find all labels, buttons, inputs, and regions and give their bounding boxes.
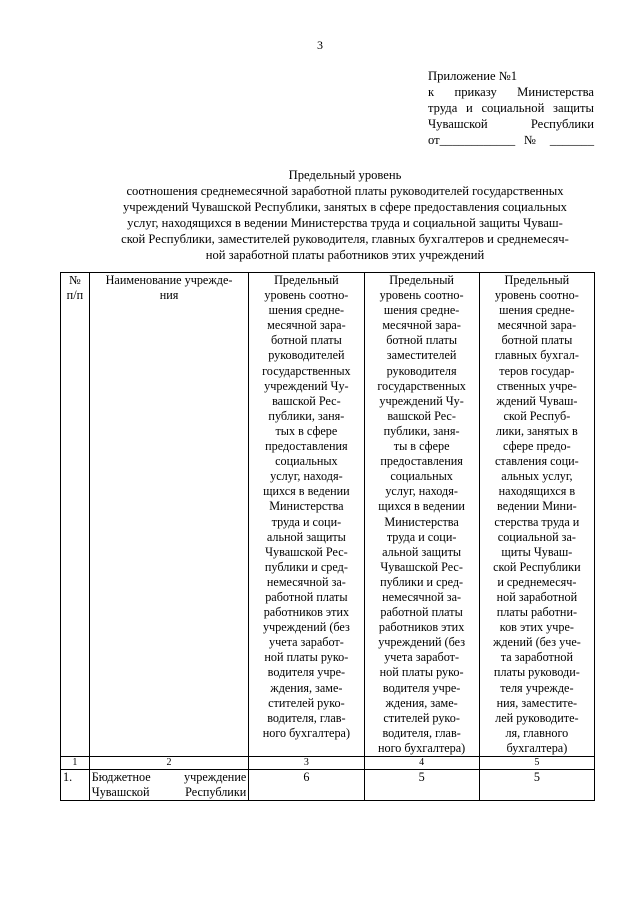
cell-line: немесячной за- <box>266 574 346 589</box>
cell-line: ния <box>159 288 179 303</box>
cell-line: водителя, глав- <box>382 725 461 740</box>
header-lines <box>92 273 246 303</box>
cell-line: щихся в ведении <box>378 499 465 514</box>
header-lines <box>367 273 477 756</box>
cell-line: руководителей <box>268 348 345 363</box>
table-header-row <box>61 273 595 757</box>
cell-line: работников этих <box>378 620 465 635</box>
cell-line: учреждений (без <box>378 635 466 650</box>
cell-line: ждений (без уче- <box>492 635 581 650</box>
column-number: 1 <box>61 757 90 770</box>
cell-line: услуг, находя- <box>270 469 343 484</box>
cell-line: альных услуг, <box>501 469 573 484</box>
title-line: услуг, находящихся в ведении Министерства труда и социальной защиты Чуваш- <box>127 216 563 230</box>
header-lines <box>63 273 87 303</box>
cell-line: ботной платы <box>386 333 458 348</box>
cell-line: уровень соотно- <box>494 288 579 303</box>
header-lines <box>482 273 592 756</box>
header-cell-accountants-ratio <box>479 273 594 757</box>
appendix-line: труда и социальной защиты <box>428 101 594 115</box>
cell-line: стерства труда и <box>494 514 580 529</box>
cell-line: Чувашской Республики <box>91 785 247 800</box>
cell-line: Наименование учрежде- <box>105 273 233 287</box>
cell-line: руководителя <box>386 363 457 378</box>
cell-line: ной платы руко- <box>264 650 349 665</box>
cell-line: ждений Чуваш- <box>496 393 578 408</box>
cell-line: Предельный <box>389 273 454 287</box>
cell-line: работной платы <box>265 589 348 604</box>
cell-line: ля, главного <box>505 725 569 740</box>
cell-line: Чувашской Рес- <box>380 559 463 574</box>
cell-line: стителей руко- <box>383 710 460 725</box>
cell-line: ния, заместите- <box>496 695 578 710</box>
cell-line: немесячной за- <box>382 589 462 604</box>
cell-line: месячной зара- <box>382 318 461 333</box>
title-line: учреждений Чувашской Республики, занятых в сфере предоставления социальных <box>123 200 567 214</box>
appendix-header <box>428 68 594 148</box>
cell-line: теля учрежде- <box>500 680 574 695</box>
cell-line: учреждений (без <box>262 620 350 635</box>
cell-line: платы работни- <box>496 605 578 620</box>
cell-line: щихся в ведении <box>263 484 350 499</box>
title-line: ской Республики, заместителей руководителя, главных бухгалтеров и среднемесяч- <box>121 232 569 246</box>
cell-line: ской Респуб- <box>503 408 571 423</box>
cell-line: ного бухгалтера) <box>262 725 351 740</box>
cell-line: ков этих учре- <box>499 620 574 635</box>
cell-line: бухгалтера) <box>506 740 568 755</box>
cell-line: учета заработ- <box>268 635 344 650</box>
cell-line: платы руководи- <box>493 665 580 680</box>
cell-line: Бюджетное учреждение <box>91 770 247 784</box>
cell-line: публики, заня- <box>268 408 345 423</box>
heads-ratio-value: 6 <box>249 770 364 801</box>
title-line: Предельный уровень <box>288 168 402 182</box>
cell-line: ждения, заме- <box>270 680 343 695</box>
cell-line: социальной за- <box>497 529 576 544</box>
cell-line: государственных <box>377 378 466 393</box>
cell-line: труда и соци- <box>271 514 342 529</box>
name-lines <box>92 770 246 800</box>
cell-line: месячной зара- <box>497 318 577 333</box>
cell-line: Министерства <box>269 499 344 514</box>
cell-line: Чувашской Рес- <box>265 544 348 559</box>
cell-line: работной платы <box>380 605 463 620</box>
appendix-line: от____________ № _______ <box>428 133 594 147</box>
cell-line: учреждений Чу- <box>379 393 464 408</box>
cell-line: ного бухгалтера) <box>377 740 466 755</box>
cell-line: ной платы руко- <box>379 665 464 680</box>
cell-line: ной заработной <box>496 589 578 604</box>
cell-line: публики и сред- <box>264 559 348 574</box>
header-cell-heads-ratio <box>249 273 364 757</box>
cell-line: предоставления <box>265 439 348 454</box>
cell-line: п/п <box>66 288 84 303</box>
cell-line: Предельный <box>274 273 339 287</box>
cell-line: работников этих <box>263 605 350 620</box>
cell-line: социальных <box>275 454 338 469</box>
cell-line: ской Республики <box>493 559 581 574</box>
column-number: 5 <box>479 757 594 770</box>
cell-line: месячной зара- <box>267 318 346 333</box>
column-number: 4 <box>364 757 479 770</box>
cell-line: альной защиты <box>382 544 462 559</box>
cell-line: вашской Рес- <box>272 393 341 408</box>
title-line: ной заработной платы работников этих учреждений <box>205 248 485 262</box>
cell-line: ставления соци- <box>495 454 579 469</box>
cell-line: шения средне- <box>499 303 575 318</box>
cell-line: социальных <box>390 469 453 484</box>
column-number: 2 <box>89 757 248 770</box>
cell-line: ведении Мини- <box>497 499 577 514</box>
cell-line: водителя учре- <box>267 665 346 680</box>
cell-line: публики и сред- <box>380 574 464 589</box>
cell-line: ственных учре- <box>496 378 577 393</box>
cell-line: тых в сфере <box>275 423 338 438</box>
cell-line: № <box>69 273 81 287</box>
cell-line: уровень соотно- <box>379 288 464 303</box>
cell-line: учреждений Чу- <box>264 378 349 393</box>
cell-line: предоставления <box>380 454 463 469</box>
cell-line: вашской Рес- <box>387 408 456 423</box>
deputies-ratio-value: 5 <box>364 770 479 801</box>
cell-line: труда и соци- <box>386 529 457 544</box>
cell-line: учета заработ- <box>384 650 460 665</box>
cell-line: уровень соотно- <box>264 288 349 303</box>
cell-line: ботной платы <box>270 333 342 348</box>
page-number: 3 <box>317 38 323 52</box>
cell-line: и среднемесяч- <box>497 574 577 589</box>
header-cell-deputies-ratio <box>364 273 479 757</box>
cell-line: щиты Чуваш- <box>501 544 573 559</box>
cell-line: ботной платы <box>501 333 573 348</box>
appendix-line: Приложение №1 <box>428 69 518 83</box>
cell-line: Министерства <box>384 514 459 529</box>
cell-line: сфере предо- <box>503 439 571 454</box>
header-cell-number <box>61 273 90 757</box>
accountants-ratio-value: 5 <box>479 770 594 801</box>
title-line: соотношения среднемесячной заработной платы руководителей государственных <box>126 184 564 198</box>
cell-line: водителя, глав- <box>267 710 346 725</box>
cell-line: стителей руко- <box>268 695 345 710</box>
cell-line: шения средне- <box>268 303 345 318</box>
appendix-line: к приказу Министерства <box>428 85 594 99</box>
header-lines <box>251 273 361 741</box>
table-row <box>61 770 595 801</box>
cell-line: та заработной <box>500 650 573 665</box>
cell-line: теров государ- <box>499 363 575 378</box>
cell-line: публики, заня- <box>383 423 460 438</box>
document-title <box>95 167 595 263</box>
cell-line: ты в сфере <box>393 439 450 454</box>
cell-line: лики, занятых в <box>495 423 578 438</box>
cell-line: лей руководите- <box>495 710 579 725</box>
cell-line: шения средне- <box>383 303 460 318</box>
cell-line: заместителей <box>386 348 457 363</box>
header-cell-name <box>89 273 248 757</box>
cell-line: услуг, находя- <box>385 484 458 499</box>
ratio-table <box>60 272 595 801</box>
institution-name <box>89 770 248 801</box>
cell-line: главных бухгал- <box>494 348 579 363</box>
column-number-row <box>61 757 595 770</box>
cell-line: ждения, заме- <box>385 695 458 710</box>
row-number: 1. <box>61 770 90 801</box>
appendix-line: Чувашской Республики <box>428 117 594 131</box>
cell-line: государственных <box>262 363 351 378</box>
cell-line: водителя учре- <box>382 680 461 695</box>
cell-line: альной защиты <box>266 529 346 544</box>
cell-line: Предельный <box>504 273 570 287</box>
column-number: 3 <box>249 757 364 770</box>
cell-line: находящихся в <box>498 484 576 499</box>
